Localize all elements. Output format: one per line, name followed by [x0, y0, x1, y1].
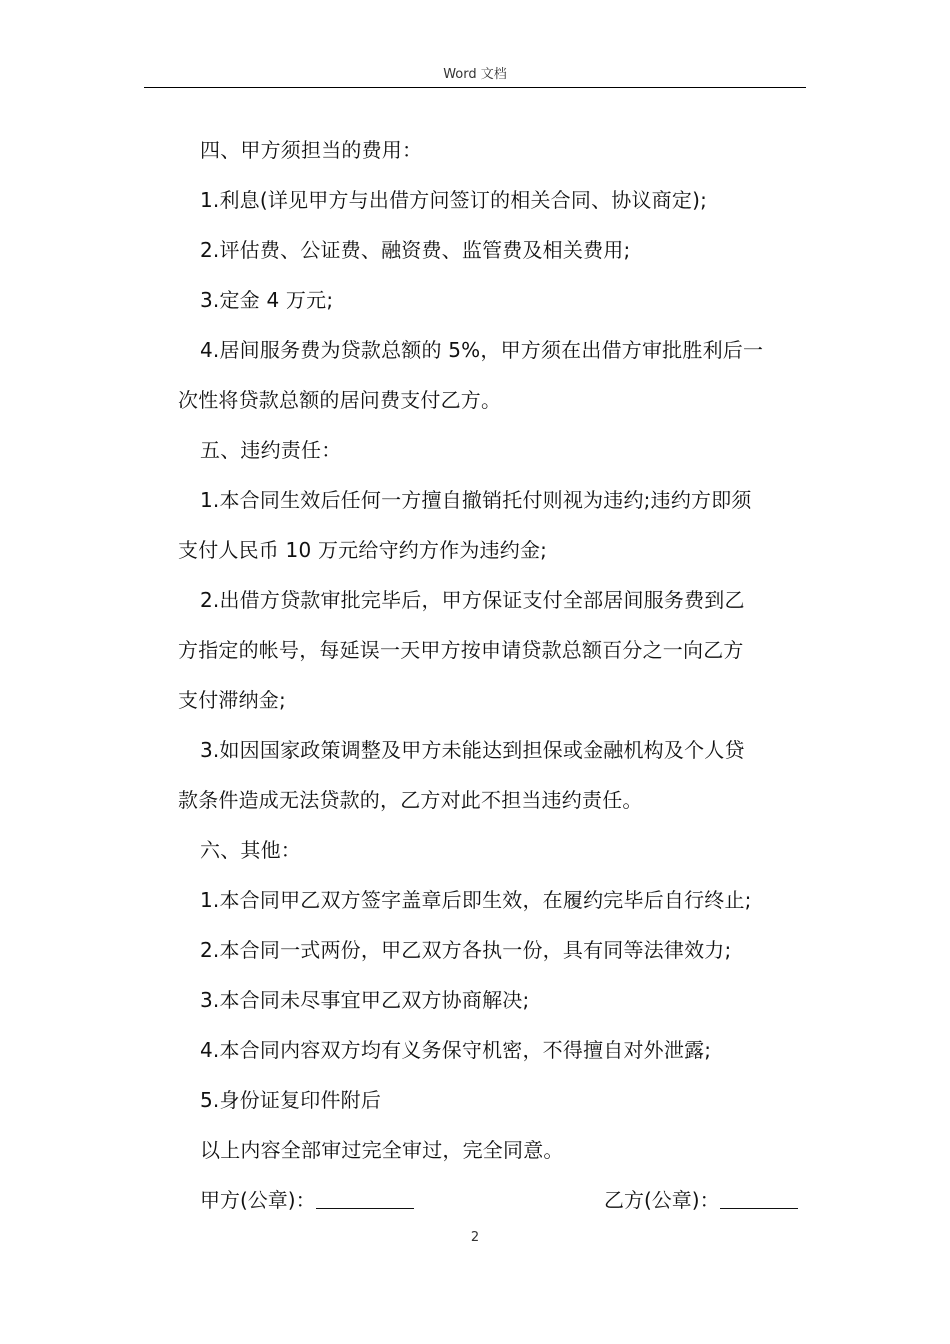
other-item-2: 2.本合同一式两份，甲乙双方各执一份，具有同等法律效力; — [200, 938, 732, 962]
party-b-label: 乙方(公章)： — [604, 1188, 720, 1212]
other-item-5: 5.身份证复印件附后 — [200, 1088, 382, 1112]
fee-item-deposit: 3.定金 4 万元; — [200, 288, 334, 312]
party-b-signature-line — [720, 1186, 798, 1209]
liability-item-1-continued: 支付人民币 10 万元给守约方作为违约金; — [178, 538, 548, 562]
header-divider — [144, 87, 806, 88]
liability-item-1: 1.本合同生效后任何一方擅自撤销托付则视为违约;违约方即须 — [200, 488, 752, 512]
section-heading-other: 六、其他： — [200, 838, 301, 862]
page-number: 2 — [470, 1230, 480, 1245]
section-heading-fees: 四、甲方须担当的费用： — [200, 138, 423, 162]
signature-row — [178, 1175, 808, 1225]
section-heading-liability: 五、违约责任： — [200, 438, 342, 462]
fee-item-brokerage-continued: 次性将贷款总额的居问费支付乙方。 — [178, 388, 502, 412]
liability-item-2-continued-a: 方指定的帐号，每延误一天甲方按申请贷款总额百分之一向乙方 — [178, 638, 744, 662]
other-item-1: 1.本合同甲乙双方签字盖章后即生效，在履约完毕后自行终止; — [200, 888, 752, 912]
page-header-title: Word 文档 — [443, 67, 507, 82]
fee-item-service-fees: 2.评估费、公证费、融资费、监管费及相关费用; — [200, 238, 631, 262]
party-a-label: 甲方(公章)： — [200, 1188, 316, 1212]
other-item-4: 4.本合同内容双方均有义务保守机密，不得擅自对外泄露; — [200, 1038, 712, 1062]
liability-item-3: 3.如因国家政策调整及甲方未能达到担保或金融机构及个人贷 — [200, 738, 745, 762]
party-a-signature — [200, 1175, 414, 1225]
party-a-signature-line — [316, 1186, 414, 1209]
other-item-3: 3.本合同未尽事宜甲乙双方协商解决; — [200, 988, 530, 1012]
liability-item-2-continued-b: 支付滞纳金; — [178, 688, 286, 712]
fee-item-interest: 1.利息(详见甲方与出借方问签订的相关合同、协议商定); — [200, 188, 708, 212]
liability-item-3-continued: 款条件造成无法贷款的，乙方对此不担当违约责任。 — [178, 788, 643, 812]
fee-item-brokerage: 4.居间服务费为贷款总额的 5%，甲方须在出借方审批胜利后一 — [200, 338, 764, 362]
agreement-statement: 以上内容全部审过完全审过，完全同意。 — [200, 1138, 564, 1162]
liability-item-2: 2.出借方贷款审批完毕后，甲方保证支付全部居间服务费到乙 — [200, 588, 745, 612]
party-b-signature — [604, 1175, 798, 1225]
document-body — [178, 125, 808, 1225]
